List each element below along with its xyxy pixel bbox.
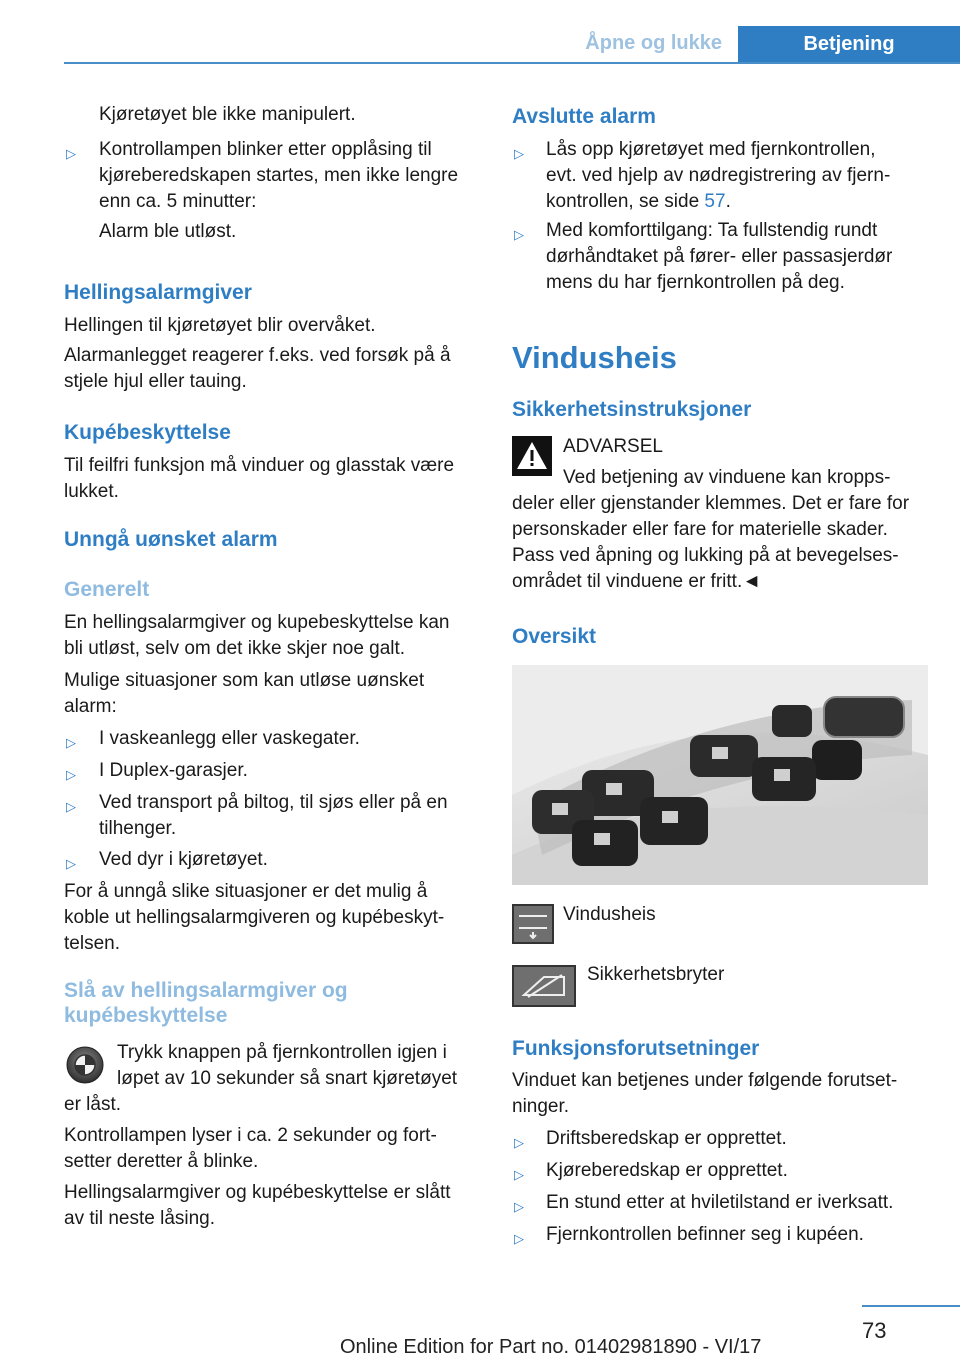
list-item: enn ca. 5 minutter: xyxy=(99,191,257,212)
paragraph: Alarmanlegget reagerer f.eks. ved forsøk på å xyxy=(64,345,451,366)
list-item: Lås opp kjøretøyet med fjernkontrollen, xyxy=(546,139,876,160)
section-heading: Hellingsalarmgiver xyxy=(64,281,252,304)
paragraph: av til neste låsing. xyxy=(64,1208,216,1229)
warning-text: Ved betjening av vinduene kan kropps‐ xyxy=(563,467,891,488)
legend-label: Vindusheis xyxy=(563,904,656,925)
list-item: Med komforttilgang: Ta fullstendig rundt xyxy=(546,220,878,241)
list-item: kjøreberedskapen startes, men ikke lengre xyxy=(99,165,459,186)
paragraph: er låst. xyxy=(64,1094,122,1115)
list-item: tilhenger. xyxy=(99,818,177,839)
chapter-heading: Vindusheis xyxy=(512,340,677,375)
paragraph: Trykk knappen på fjernkontrollen igjen i xyxy=(117,1042,447,1063)
section-heading: Avslutte alarm xyxy=(512,105,656,128)
bullet-icon: ▷ xyxy=(66,767,76,782)
warning-icon xyxy=(512,436,552,476)
warning-text: deler eller gjenstander klemmes. Det er fare for xyxy=(512,493,910,514)
paragraph: Kjøretøyet ble ikke manipulert. xyxy=(99,104,356,125)
paragraph: En hellingsalarmgiver og kupebeskyttelse kan xyxy=(64,612,450,633)
subsection-heading: Slå av hellingsalarmgiver og xyxy=(64,979,348,1002)
warning-text: personskader eller fare for materielle skader. xyxy=(512,519,888,540)
paragraph: koble ut hellingsalarmgiveren og kupébeskyt‐ xyxy=(64,907,445,928)
list-item xyxy=(546,189,731,215)
bullet-icon: ▷ xyxy=(514,1135,524,1150)
list-item: mens du har fjernkontrollen på deg. xyxy=(546,272,845,293)
section-title: Åpne og lukke xyxy=(585,32,722,54)
paragraph: Alarm ble utløst. xyxy=(99,221,237,242)
bullet-icon: ▷ xyxy=(514,1199,524,1214)
list-item: Kontrollampen blinker etter opplåsing til xyxy=(99,139,432,160)
list-item: I Duplex-garasjer. xyxy=(99,760,248,781)
section-heading: Oversikt xyxy=(512,625,597,648)
list-item: evt. ved hjelp av nødregistrering av fjern‐ xyxy=(546,165,891,186)
bullet-icon: ▷ xyxy=(66,735,76,750)
safety-switch-icon xyxy=(512,965,576,1007)
list-item: En stund etter at hviletilstand er iverksatt. xyxy=(546,1192,894,1213)
window-lift-icon xyxy=(512,904,554,944)
section-heading: Unngå uønsket alarm xyxy=(64,528,278,551)
window-switch-photo xyxy=(512,665,928,885)
bullet-icon: ▷ xyxy=(66,799,76,814)
warning-label: ADVARSEL xyxy=(563,436,663,457)
paragraph: stjele hjul eller tauing. xyxy=(64,371,247,392)
footer-rule xyxy=(862,1305,960,1307)
list-item: I vaskeanlegg eller vaskegater. xyxy=(99,728,360,749)
chapter-tab[interactable]: Betjening xyxy=(738,26,960,62)
paragraph: Hellingen til kjøretøyet blir overvåket. xyxy=(64,315,376,336)
list-item-text: . xyxy=(725,191,731,212)
paragraph: lukket. xyxy=(64,481,119,502)
paragraph: telsen. xyxy=(64,933,120,954)
paragraph: Vinduet kan betjenes under følgende forutset‐ xyxy=(512,1070,898,1091)
paragraph: For å unngå slike situasjoner er det mulig å xyxy=(64,881,428,902)
section-heading: Sikkerhetsinstruksjoner xyxy=(512,398,752,421)
paragraph: Mulige situasjoner som kan utløse uønsket xyxy=(64,670,425,691)
paragraph: alarm: xyxy=(64,696,117,717)
list-item: Fjernkontrollen befinner seg i kupéen. xyxy=(546,1224,864,1245)
edition-footer: Online Edition for Part no. 01402981890 - VI/17 xyxy=(340,1336,762,1358)
paragraph: ninger. xyxy=(512,1096,570,1117)
section-heading: Funksjonsforutsetninger xyxy=(512,1037,760,1060)
page-header xyxy=(64,26,960,64)
list-item: Kjøreberedskap er opprettet. xyxy=(546,1160,788,1181)
bullet-icon: ▷ xyxy=(66,146,76,161)
bullet-icon: ▷ xyxy=(66,856,76,871)
list-item: Ved dyr i kjøretøyet. xyxy=(99,849,268,870)
warning-text: området til vinduene er fritt.◄ xyxy=(512,571,762,592)
paragraph: Til feilfri funksjon må vinduer og glasstak være xyxy=(64,455,455,476)
remote-key-icon xyxy=(66,1046,104,1084)
paragraph: Kontrollampen lyser i ca. 2 sekunder og fort‐ xyxy=(64,1125,437,1146)
page-number: 73 xyxy=(862,1318,887,1343)
paragraph: Hellingsalarmgiver og kupébeskyttelse er slått xyxy=(64,1182,451,1203)
bullet-icon: ▷ xyxy=(514,1231,524,1246)
list-item: dørhåndtaket på fører- eller passasjerdør xyxy=(546,246,893,267)
page-reference-link[interactable]: 57 xyxy=(704,191,726,212)
subsection-heading: kupébeskyttelse xyxy=(64,1004,228,1027)
section-heading: Kupébeskyttelse xyxy=(64,421,231,444)
list-item: Ved transport på biltog, til sjøs eller på en xyxy=(99,792,448,813)
bullet-icon: ▷ xyxy=(514,227,524,242)
paragraph: setter deretter å blinke. xyxy=(64,1151,259,1172)
warning-text: Pass ved åpning og lukking på at bevegelses‐ xyxy=(512,545,899,566)
paragraph: løpet av 10 sekunder så snart kjøretøyet xyxy=(117,1068,458,1089)
paragraph: bli utløst, selv om det ikke skjer noe galt. xyxy=(64,638,406,659)
legend-label: Sikkerhetsbryter xyxy=(587,964,725,985)
bullet-icon: ▷ xyxy=(514,146,524,161)
list-item: Driftsberedskap er opprettet. xyxy=(546,1128,787,1149)
subsection-heading: Generelt xyxy=(64,578,150,601)
bullet-icon: ▷ xyxy=(514,1167,524,1182)
list-item-text: kontrollen, se side xyxy=(546,191,705,212)
